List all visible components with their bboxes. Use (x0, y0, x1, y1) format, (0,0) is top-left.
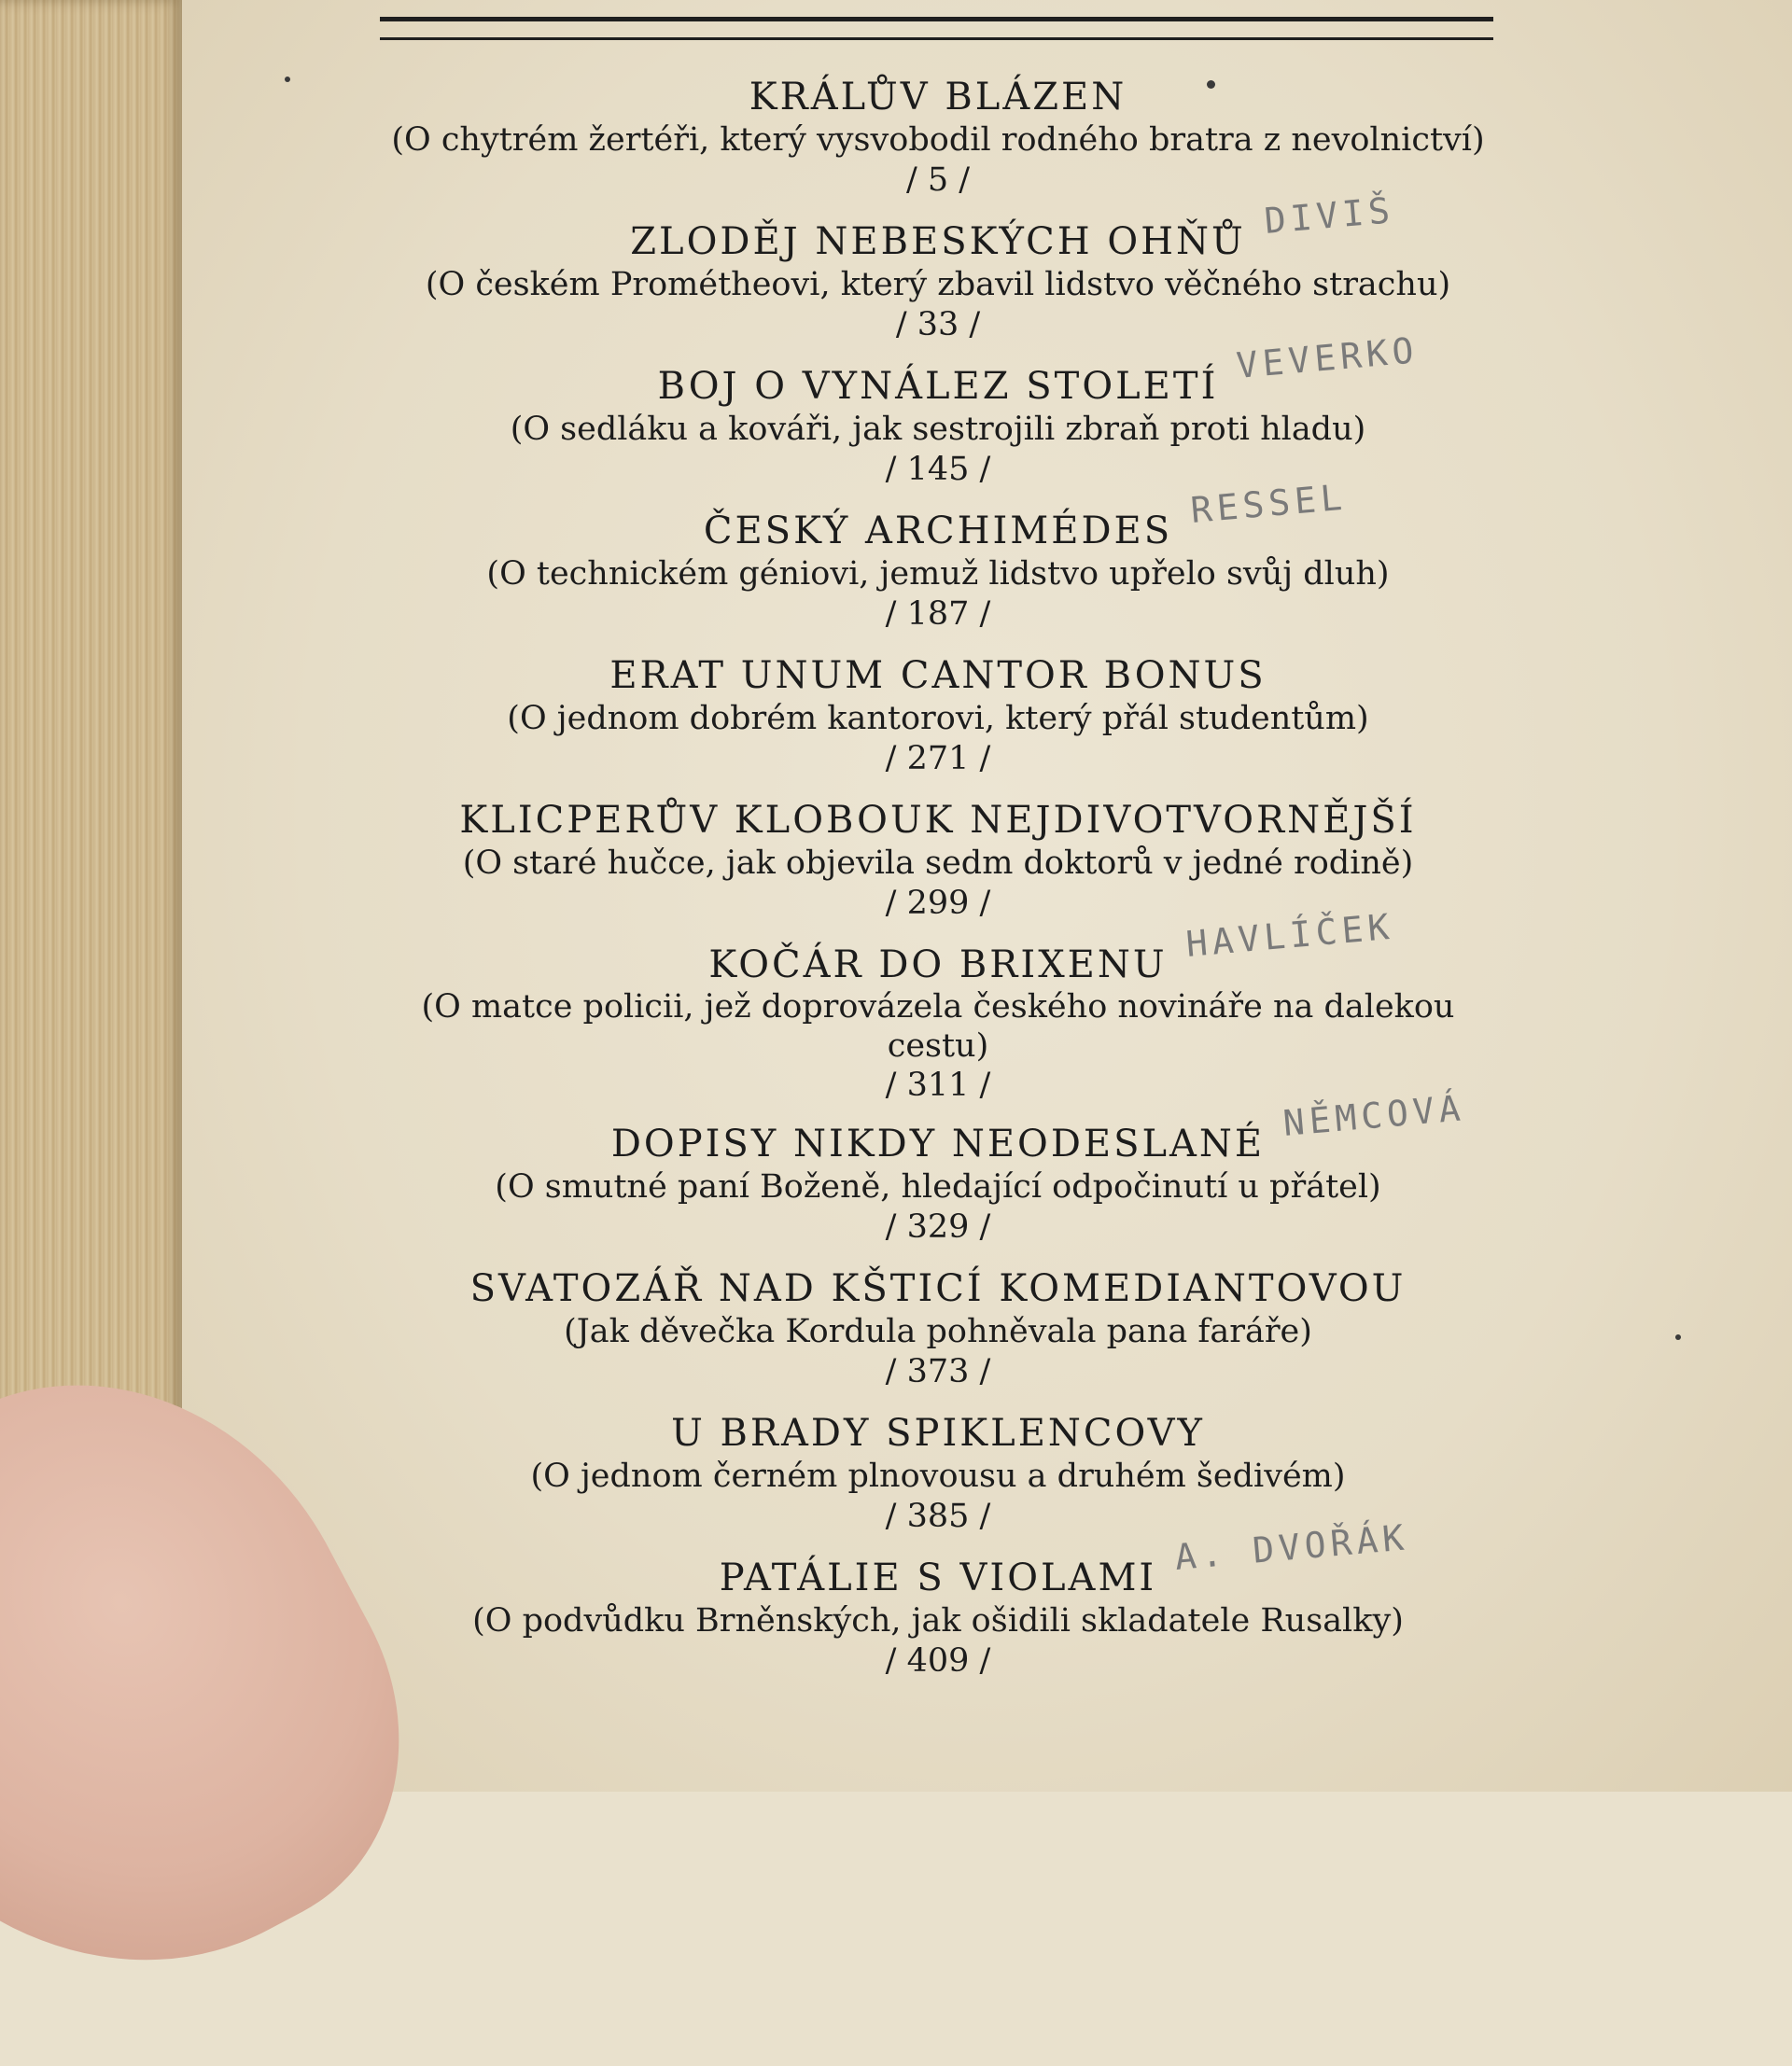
table-of-contents (373, 75, 1503, 1700)
toc-entry (373, 653, 1503, 798)
page-number: / 373 / (885, 1353, 991, 1390)
chapter-subtitle: (Jak děvečka Kordula pohněvala pana faráře) (564, 1313, 1312, 1350)
toc-entry (373, 905, 1503, 1122)
handwritten-note: HAVLÍČEK (1183, 905, 1395, 966)
chapter-title: ERAT UNUM CANTOR BONUS (609, 654, 1267, 697)
chapter-subtitle: (O podvůdku Brněnských, jak ošidili skladatele Rusalky) (472, 1602, 1404, 1640)
chapter-subtitle: (O sedláku a kováři, jak sestrojili zbraň proti hladu) (510, 411, 1366, 448)
handwritten-note: DIVIŠ (1262, 189, 1396, 243)
page-number: / 271 / (885, 740, 991, 777)
chapter-subtitle: (O českém Prométheovi, který zbavil lidstvo věčného strachu) (425, 266, 1451, 303)
header-rule-top (380, 17, 1493, 21)
paper-speck (285, 77, 290, 82)
chapter-title: U BRADY SPIKLENCOVY (671, 1412, 1205, 1455)
chapter-title: PATÁLIE S VIOLAMI A. DVOŘÁK (719, 1516, 1410, 1599)
page-number: / 409 / (885, 1642, 991, 1680)
paper-speck (1675, 1334, 1681, 1340)
chapter-subtitle: (O jednom černém plnovousu a druhém šedivém) (530, 1458, 1346, 1495)
page-number: / 385 / (885, 1498, 991, 1535)
page-number: / 33 / (895, 306, 981, 343)
toc-entry (373, 1087, 1503, 1266)
chapter-subtitle: (O matce policii, jež doprovázela českého novináře na dalekou cestu) (421, 988, 1455, 1065)
handwritten-note: A. DVOŘÁK (1173, 1516, 1410, 1579)
page-number: / 187 / (885, 595, 991, 633)
chapter-title: KOČÁR DO BRIXENU HAVLÍČEK (708, 905, 1395, 986)
chapter-subtitle: (O chytrém žertéři, který vysvobodil rodného bratra z nevolnictví) (391, 121, 1485, 159)
toc-entry (373, 1266, 1503, 1411)
page-number: / 5 / (905, 161, 971, 199)
page-number: / 329 / (885, 1208, 991, 1246)
chapter-title: KRÁLŮV BLÁZEN (749, 76, 1127, 119)
handwritten-note: NĚMCOVÁ (1281, 1087, 1467, 1145)
chapter-title: DOPISY NIKDY NEODESLANÉ NĚMCOVÁ (610, 1087, 1467, 1166)
chapter-title: SVATOZÁŘ NAD KŠTICÍ KOMEDIANTOVOU (469, 1267, 1407, 1310)
page-number: / 311 / (885, 1067, 991, 1104)
chapter-subtitle: (O smutné paní Boženě, hledající odpočinutí u přátel) (495, 1168, 1381, 1206)
handwritten-note: RESSEL (1189, 476, 1349, 532)
chapter-title: KLICPERŮV KLOBOUK NEJDIVOTVORNĚJŠÍ (459, 799, 1417, 842)
handwritten-note: VEVERKO (1235, 329, 1421, 387)
chapter-title: BOJ O VYNÁLEZ STOLETÍ VEVERKO (657, 329, 1421, 408)
toc-entry (373, 476, 1503, 653)
chapter-title: ZLODĚJ NEBESKÝCH OHŇŮ DIVIŠ (630, 189, 1396, 263)
chapter-subtitle: (O staré hučce, jak objevila sedm doktorů v jedné rodině) (462, 845, 1414, 882)
page-number: / 299 / (885, 885, 991, 922)
header-rule-bottom (380, 37, 1493, 40)
chapter-subtitle: (O jednom dobrém kantorovi, který přál studentům) (507, 700, 1369, 737)
chapter-subtitle: (O technickém géniovi, jemuž lidstvo upřelo svůj dluh) (486, 555, 1390, 593)
page-number: / 145 / (885, 451, 991, 488)
chapter-title: ČESKÝ ARCHIMÉDES RESSEL (703, 476, 1349, 552)
